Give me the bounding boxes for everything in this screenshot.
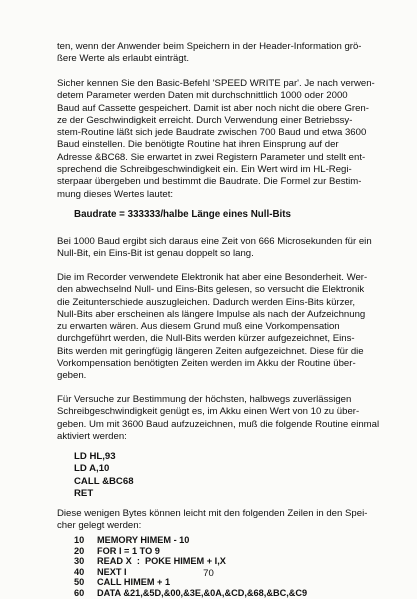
- text-line: Bits werden mit geringfügig längeren Zeiten aufgezeichnet. Diese für die: [57, 345, 364, 357]
- line-number: 60: [74, 587, 85, 598]
- text-line: Diese wenigen Bytes können leicht mit den folgenden Zeilen in den Spei-: [57, 508, 368, 519]
- text-line: geben.: [57, 370, 87, 382]
- text-line: Bei 1000 Baud ergibt sich daraus eine Zeit von 666 Microsekunden für ein: [57, 236, 372, 247]
- listing-line: [74, 577, 307, 588]
- text-line: die Zeitunterschiede auszugleichen. Dadurch werden Eins-Bits kürzer,: [57, 296, 356, 308]
- page-number: 70: [203, 568, 214, 579]
- text-line: Baud einstellen. Die benötigte Routine hat ihren Einsprung auf der: [57, 139, 339, 151]
- text-line: Baud auf Cassette gespeichert. Damit ist aber noch nicht die obere Gren-: [57, 102, 369, 114]
- line-code: CALL HIMEM + 1: [97, 577, 171, 587]
- listing-line: [74, 556, 307, 567]
- code-line: LD A,10: [74, 463, 110, 475]
- text-line: sprechend die Schreibgeschwindigkeit ein. Ein Wert wird im HL-Regi-: [57, 164, 352, 176]
- code-line: CALL &BC68: [74, 475, 134, 487]
- baudrate-formula: Baudrate = 333333/halbe Länge eines Null-Bits: [74, 209, 291, 220]
- line-number: 40: [74, 566, 85, 577]
- line-number: 10: [74, 535, 85, 545]
- text-line: Für Versuche zur Bestimmung der höchsten, halbwegs zuverlässigen: [57, 394, 352, 405]
- text-line: den abwechselnd Null- und Eins-Bits gelesen, so versucht die Elektronik: [57, 284, 365, 296]
- line-number: 30: [74, 556, 85, 566]
- line-code: DATA &21,&5D,&00,&3E,&0A,&CD,&68,&BC,&C9: [97, 587, 308, 598]
- code-line: RET: [74, 487, 94, 499]
- listing-line: [74, 546, 307, 557]
- text-line: sterpaar übergeben und bestimmt die Baudrate. Die Formel zur Bestim-: [57, 176, 362, 188]
- text-line: mung dieses Wertes lautet:: [57, 188, 174, 200]
- text-line: Schreibgeschwindigkeit genügt es, im Akku einen Wert von 10 zu über-: [57, 406, 360, 418]
- text-line: detem Parameter werden Daten mit durchschnittlich 1000 oder 2000: [57, 90, 348, 102]
- paragraph-experiments: [57, 394, 380, 443]
- line-number: 20: [74, 545, 85, 556]
- listing-line: [74, 567, 307, 578]
- text-line: cher gelegt werden:: [57, 520, 142, 532]
- paragraph-bytes: [57, 508, 368, 533]
- text-line: Null-Bits aber erscheinen als längere Impulse als nach der Aufzeichnung: [57, 308, 366, 320]
- line-code: NEXT I: [97, 566, 127, 577]
- text-line: durchgeführt werden, die Null-Bits werden kürzer aufgezeichnet, Eins-: [57, 333, 355, 345]
- text-line: ßere Werte als erlaubt einträgt.: [57, 53, 190, 65]
- line-code: FOR I = 1 TO 9: [97, 545, 160, 556]
- text-line: stem-Routine läßt sich jede Baudrate zwischen 700 Baud und etwa 3600: [57, 127, 367, 139]
- text-line: Die im Recorder verwendete Elektronik hat aber eine Besonderheit. Wer-: [57, 272, 368, 283]
- text-line: Adresse &BC68. Sie erwartet in zwei Registern Parameter und stellt ent-: [57, 151, 366, 163]
- paragraph-header-info: [57, 41, 362, 66]
- text-line: Vorkompensation benötigten Zeiten werden im Akku der Routine über-: [57, 358, 356, 370]
- text-line: ten, wenn der Anwender beim Speichern in der Header-Information grö-: [57, 41, 362, 52]
- paragraph-recorder-electronics: [57, 272, 368, 383]
- text-line: zu erwarten wären. Aus diesem Grund muß eine Vorkompensation: [57, 321, 340, 333]
- paragraph-null-bit: [57, 236, 372, 261]
- listing-line: [74, 535, 307, 546]
- line-code: MEMORY HIMEM - 10: [97, 535, 190, 545]
- listing-line: [74, 588, 307, 599]
- line-code: READ X : POKE HIMEM + I,X: [97, 556, 226, 566]
- text-line: aktiviert werden:: [57, 430, 127, 442]
- basic-listing-lines: [74, 535, 307, 598]
- text-line: geben. Um mit 3600 Baud aufzuzeichnen, muß die folgende Routine einmal: [57, 418, 380, 430]
- line-number: 50: [74, 577, 85, 587]
- text-line: Sicher kennen Sie den Basic-Befehl 'SPEED WRITE par'. Je nach verwen-: [57, 78, 375, 89]
- paragraph-speed-write: [57, 78, 375, 201]
- assembler-routine: [74, 451, 134, 500]
- text-line: ze der Geschwindigkeit erreicht. Durch Verwendung einer Betriebssy-: [57, 114, 353, 126]
- text-line: Null-Bit, ein Eins-Bit ist genau doppelt so lang.: [57, 248, 254, 260]
- code-line: LD HL,93: [74, 451, 116, 462]
